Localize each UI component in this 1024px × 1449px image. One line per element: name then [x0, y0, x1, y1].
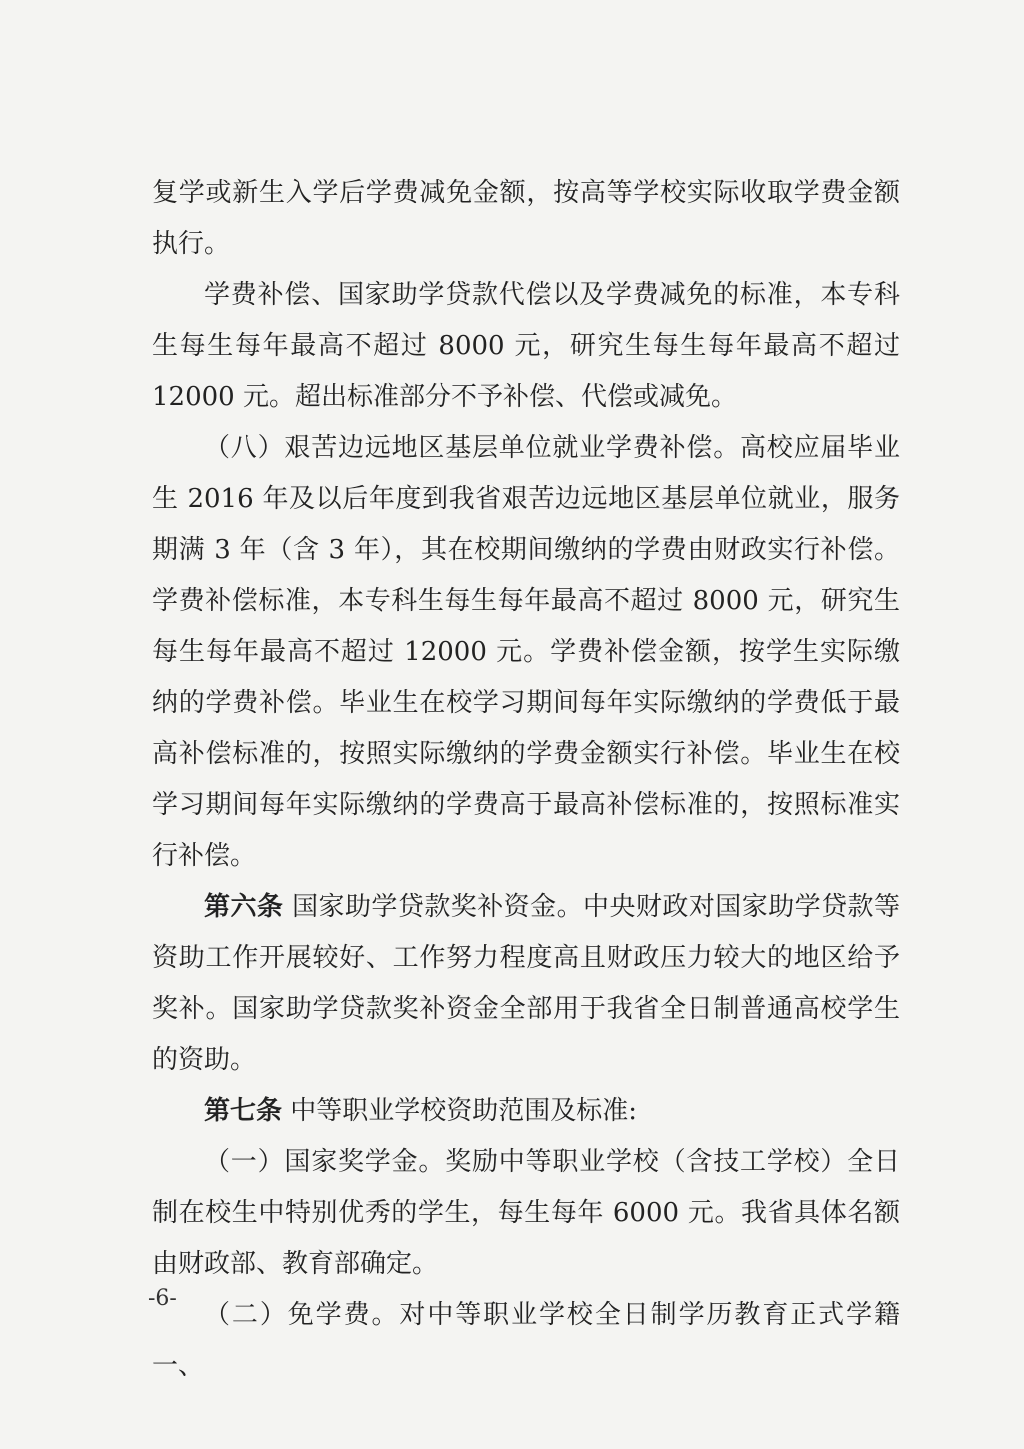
- article-seven: [152, 1086, 900, 1137]
- article-heading: 第七条: [204, 1096, 283, 1126]
- article-six: [152, 882, 900, 1086]
- article-heading: 第六条: [204, 892, 284, 922]
- paragraph-text: 复学或新生入学后学费减免金额，按高等学校实际收取学费金额执行。: [152, 178, 900, 259]
- document-body: [152, 168, 900, 1392]
- paragraph-text: （二）免学费。对中等职业学校全日制学历教育正式学籍一、: [152, 1300, 900, 1381]
- paragraph-text: （八）艰苦边远地区基层单位就业学费补偿。高校应届毕业生 2016 年及以后年度到我省艰苦边远地区基层单位就业，服务期满 3 年（含 3 年），其在校期间缴纳的学费由财政实行补偿。学费补偿标准，本专科生每生每年最高不超过 8000 元，研究生每生每年最高不超过 12000 元。学费补偿金额，按学生实际缴纳的学费补偿。毕业生在校学习期间每年实际缴纳的学费低于最高补偿标准的，按照实际缴纳的学费金额实行补偿。毕业生在校学习期间每年实际缴纳的学费高于最高补偿标准的，按照标准实行补偿。: [152, 433, 900, 871]
- paragraph-text: 国家助学贷款奖补资金。中央财政对国家助学贷款等资助工作开展较好、工作努力程度高且财政压力较大的地区给予奖补。国家助学贷款奖补资金全部用于我省全日制普通高校学生的资助。: [152, 892, 900, 1075]
- paragraph-2: [152, 270, 900, 423]
- paragraph-text: 中等职业学校资助范围及标准:: [282, 1096, 638, 1126]
- paragraph-3: [152, 423, 900, 882]
- page-number: -6-: [148, 1286, 177, 1311]
- paragraph-7: [152, 1290, 900, 1392]
- paragraph-text: 学费补偿、国家助学贷款代偿以及学费减免的标准，本专科生每生每年最高不超过 8000 元，研究生每生每年最高不超过 12000 元。超出标准部分不予补偿、代偿或减免。: [152, 280, 900, 412]
- paragraph-6: [152, 1137, 900, 1290]
- paragraph-text: （一）国家奖学金。奖励中等职业学校（含技工学校）全日制在校生中特别优秀的学生，每生每年 6000 元。我省具体名额由财政部、教育部确定。: [152, 1147, 900, 1279]
- paragraph-1: [152, 168, 900, 270]
